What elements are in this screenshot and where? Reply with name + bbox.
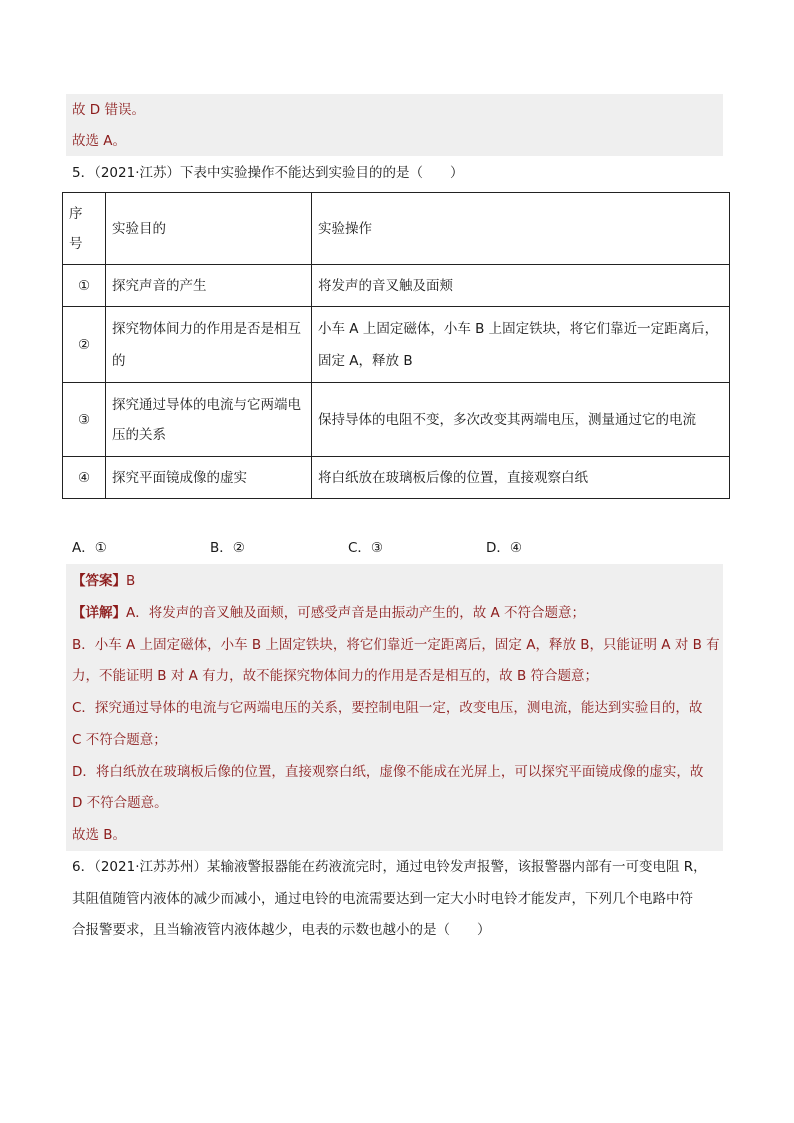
question-6-line1: 6．（2021·江苏苏州）某输液警报器能在药液流完时，通过电铃发声报警，该报警器内部有一可变电阻 R， xyxy=(72,859,707,875)
header-num xyxy=(63,193,106,265)
header-purpose: 实验目的 xyxy=(106,193,312,265)
row-operation: 保持导体的电阻不变，多次改变其两端电压，测量通过它的电流 xyxy=(312,383,730,457)
question-6-line2: 其阻值随管内液体的减少而减小，通过电铃的电流需要达到一定大小时电铃才能发声，下列几个电路中符 xyxy=(72,891,693,907)
row-operation: 将发声的音叉触及面颊 xyxy=(312,265,730,307)
detail-line-b2: 力，不能证明 B 对 A 有力，故不能探究物体间力的作用是否是相互的，故 B 符合题意； xyxy=(72,668,599,684)
answer-conclusion: 故选 B。 xyxy=(72,827,127,843)
detail-tag: 【详解】 xyxy=(72,605,126,621)
row-operation: 将白纸放在玻璃板后像的位置，直接观察白纸 xyxy=(312,457,730,499)
answer-tag: 【答案】 xyxy=(72,573,126,589)
answer-conclusion: 故选 A。 xyxy=(72,133,127,149)
row-operation-line2: 固定 A，释放 B xyxy=(318,352,413,369)
detail-a-text: A．将发声的音叉触及面颊，可感受声音是由振动产生的，故 A 不符合题意； xyxy=(126,605,586,621)
detail-line-b1: B．小车 A 上固定磁体，小车 B 上固定铁块，将它们靠近一定距离后，固定 A，释放 B，只能证明 A 对 B 有 xyxy=(72,637,720,653)
row-num: ② xyxy=(63,307,106,383)
answer-line xyxy=(72,571,135,591)
row-purpose: 探究平面镜成像的虚实 xyxy=(106,457,312,499)
row-num: ③ xyxy=(63,383,106,457)
question-6-line3: 合报警要求，且当输液管内液体越少，电表的示数也越小的是（ ） xyxy=(72,922,491,938)
table-row xyxy=(63,383,730,457)
row-purpose-line1: 探究通过导体的电流与它两端电 xyxy=(112,396,301,413)
answer-line: 故 D 错误。 xyxy=(72,102,145,118)
option-b: B．② xyxy=(210,540,245,556)
row-num: ④ xyxy=(63,457,106,499)
row-purpose-line2: 的 xyxy=(112,352,126,369)
row-purpose xyxy=(106,383,312,457)
detail-line-c2: C 不符合题意； xyxy=(72,732,167,748)
detail-line-a xyxy=(72,603,585,623)
table-row xyxy=(63,307,730,383)
answer-value: B xyxy=(126,573,136,589)
question-5-stem: 5．（2021·江苏）下表中实验操作不能达到实验目的的是（ ） xyxy=(72,165,464,181)
option-d: D．④ xyxy=(486,540,522,556)
row-purpose xyxy=(106,307,312,383)
experiment-table xyxy=(62,192,730,499)
detail-line-d1: D．将白纸放在玻璃板后像的位置，直接观察白纸，虚像不能成在光屏上，可以探究平面镜成像的虚实，故 xyxy=(72,764,704,780)
table-row xyxy=(63,457,730,499)
detail-line-d2: D 不符合题意。 xyxy=(72,795,168,811)
option-c: C．③ xyxy=(348,540,384,556)
table-row xyxy=(63,265,730,307)
header-num-text: 序号 xyxy=(69,205,83,252)
header-operation: 实验操作 xyxy=(312,193,730,265)
option-a: A．① xyxy=(72,540,107,556)
table-header-row xyxy=(63,193,730,265)
detail-line-c1: C．探究通过导体的电流与它两端电压的关系，要控制电阻一定，改变电压，测电流，能达到实验目的，故 xyxy=(72,700,703,716)
row-num: ① xyxy=(63,265,106,307)
row-purpose-line2: 压的关系 xyxy=(112,426,166,443)
row-purpose: 探究声音的产生 xyxy=(106,265,312,307)
row-operation-line1: 小车 A 上固定磁体，小车 B 上固定铁块，将它们靠近一定距离后， xyxy=(318,320,719,337)
answer-block-top xyxy=(66,94,723,156)
row-operation xyxy=(312,307,730,383)
row-purpose-line1: 探究物体间力的作用是否是相互 xyxy=(112,320,301,337)
